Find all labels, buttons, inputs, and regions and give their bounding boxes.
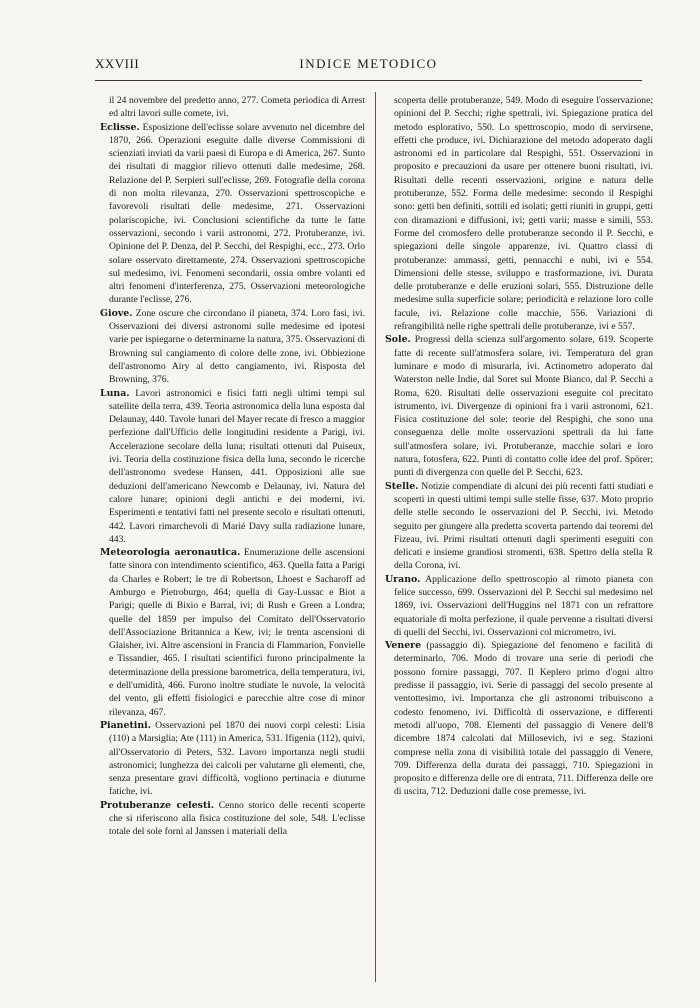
entry-heading: Sole. bbox=[385, 334, 411, 346]
page-number: XXVIII bbox=[95, 56, 140, 71]
entry-text: (passaggio di). Spiegazione del fenomeno e facilità di determinarlo, 706. Modo di trovare una serie di periodi che possono fornire passaggi, 707. Il Keplero primo d'ogni altro predisse il passaggio, ivi. Serie di passaggi del secolo presente al ventottesimo, ivi. Importanza che gli astronomi tribuiscono a codesto fenomeno, ivi. Difficoltà di osservazione, e differenti metodi all'uopo, 708. Elementi del passaggio di Venere dell'8 dicembre 1874 calcolati dal Millosevich, ivi e seg. Stazioni comprese nella zona di visibilità totale del passaggio di Venere, 709. Differenza della durata dei passaggi, 710. Spiegazioni in proposito e differenza delle ore di entrata, 711. Differenza delle ore di uscita, 712. Deduzioni dalle cose premesse, ivi. bbox=[394, 640, 653, 798]
index-entry bbox=[100, 799, 365, 839]
left-column bbox=[100, 94, 365, 989]
entry-text: Applicazione dello spettroscopio al rimoto pianeta con felice successo, 699. Osservazioni del P. Secchi sul medesimo nel 1869, ivi. Osservazioni dell'Huggins nel 1871 con un refrattore equatoriale di molta perfezione, il quale pervenne a risultati diversi di quelli del Secchi, ivi. Osservazioni col micrometro, ivi. bbox=[394, 573, 653, 638]
index-entry bbox=[385, 639, 653, 799]
entry-heading: Protuberanze celesti. bbox=[100, 799, 215, 811]
index-entry bbox=[100, 121, 365, 307]
entry-text: Lavori astronomici e fisici fatti negli ultimi tempi sul satellite della terra, 439. Teoria astronomica della luna esposta dal Delaunay, 440. Tavole lunari del Mayer recate di fresco a maggior perfezione dall'Ufficio delle longitudini residente a Parigi, ivi. Accelerazione secolare della luna; risultati ottenuti dal Puiseux, ivi. Teoria della costituzione fisica della luna, secondo le ricerche dell'astronomo svedese Hansen, 441. Opposizioni alle sue deduzioni dell'americano Newcomb e Delaunay, ivi. Natura del calore lunare; opinioni degli antichi e dei moderni, ivi. Esperimenti e tentativi fatti nel presente secolo e risultati ottenuti, 442. Lavori rimarchevoli di Marié Davy sulla radiazione lunare, 443. bbox=[109, 387, 365, 545]
continuation-text: scoperta delle protuberanze, 549. Modo di eseguire l'osservazione; opinioni del P. Secchi; righe spettrali, ivi. Spiegazione pratica del metodo esplorativo, 550. Lo spettroscopio, modo di servirsene, effetti che produce, ivi. Dichiarazione del metodo adoperato dagli astronomi ed in particolare dal Respighi, 551. Osservazioni in proposito e precauzioni da usare per ottenere buoni risultati, ivi. Risultati delle recenti osservazioni, origine e natura delle protuberanze, 552. Forma delle medesime: secondo il Respighi sono: getti ben definiti, sottili ed isolati; getti riuniti in gruppi, getti con diramazioni e diffusioni, ivi; getti varii; masse e simili, 553. Forme del cromosfero delle protuberanze secondo il P. Secchi, e spiegazioni delle singole apparenze, ivi. Quattro classi di protuberanze: ammassi, getti, pennacchi e nubi, ivi e 554. Dimensioni delle stesse, sviluppo e trasformazione, ivi. Durata delle protuberanze e delle eruzioni solari, 555. Distruzione delle medesime sulla superficie solare; periodicità e relazione loro colle facule, ivi. Relazione colle macchie, 556. Variazioni di refrangibilità nelle righe spettrali delle protuberanze, ivi e 557. bbox=[394, 95, 653, 333]
column-divider bbox=[375, 92, 376, 982]
entry-text: Enumerazione delle ascensioni fatte sinora con intendimento scientifico, 463. Quella fatta a Parigi da Charles e Robert; le tre di Robertson, Lhoest e Sacharoff ad Amburgo e Pietroburgo, 464; quella di Gay-Lussac e Biot a Parigi; quelle di Bixio e Barral, ivi; di Rush e Green a Londra; quelle del 1859 per impulso del Comitato dell'Osservatorio dell'Associazione Britannica a Kew, ivi; le trenta ascensioni di Glaisher, ivi. Altre ascensioni in Francia di Flammarion, Fonvielle e Tissandier, 465. I risultati scientifici furono principalmente la determinazione della pressione barometrica, della temperatura, ivi, e dell'umidità, 466. Furono inoltre studiate le nuvole, la velocità del vento, gli effetti fisiologici e parecchie altre cose di minor rilevanza, 467. bbox=[109, 547, 365, 718]
entry-heading: Giove. bbox=[100, 307, 133, 319]
right-column bbox=[385, 94, 653, 989]
entry-heading: Eclisse. bbox=[100, 121, 140, 133]
entry-heading: Venere bbox=[385, 640, 422, 652]
entry-text: Notizie compendiate di alcuni dei più recenti fatti studiati e scoperti in questi ultimi tempi sulle stelle fisse, 637. Moto proprio delle stelle secondo le osservazioni del P. Secchi, ivi. Metodo seguito per giungere alla predetta scoverta partendo dai teoremi del Fizeau, ivi. Primi risultati ottenuti dagli sperimenti eseguiti con delicati e insieme grandiosi stromenti, 638. Spettro della stella R della Corona, ivi. bbox=[394, 480, 653, 572]
index-entry bbox=[385, 333, 653, 479]
index-entry bbox=[100, 719, 365, 799]
running-title: INDICE METODICO bbox=[299, 56, 438, 71]
entry-text: Progressi della scienza sull'argomento solare, 619. Scoperte fatte di recente sull'atmosfera solare, ivi. Temperatura del gran luminare e modo di misurarla, ivi. Actinometro adoperato dal Waterston nelle Indie, dal Soret sul Monte Bianco, dal P. Secchi a Roma, 620. Risultati delle osservazioni eseguite col precitato istrumento, ivi. Divergenze di opinioni fra i varii astronomi, 621. Fisica costituzione del sole: teorie del Respighi, che sono una conseguenza delle molte osservazioni spettrali da lui fatte sull'atmosfera solare, ivi. Protuberanze, macchie solari e loro natura, fotosfera, 622. Punti di contatto colle idee del prof. Spörer; punti di divergenza con quelle del P. Secchi, 623. bbox=[394, 334, 653, 479]
page-header bbox=[95, 56, 642, 74]
entry-heading: Luna. bbox=[100, 387, 130, 399]
entry-text: Osservazioni pel 1870 dei nuovi corpi celesti: Lisia (110) a Marsiglia; Ate (111) in America, 531. Ifigenia (112), quivi, all'Osservatorio di Peters, 532. Lavoro importanza negli studii astronomici; lunghezza dei calcoli per valutarne gli elementi, che, senza presentare gravi difficoltà, vogliono pertinacia e diuturne fatiche, ivi. bbox=[109, 719, 365, 798]
index-entry bbox=[385, 573, 653, 639]
entry-heading: Meteorologia aeronautica. bbox=[100, 547, 241, 559]
entry-text: Zone oscure che circondano il pianeta, 374. Loro fasi, ivi. Osservazioni dei diversi astronomi sulle medesime ed ipotesi varie per ispiegarne o determinarne la natura, 375. Osservazioni di Browning sul cangiamento di colore delle zone, ivi. Obbiezione dell'astronomo Airy al detto cangiamento, ivi. Risposta del Browning, 376. bbox=[109, 307, 365, 386]
entry-heading: Pianetini. bbox=[100, 719, 151, 731]
index-entry bbox=[100, 546, 365, 719]
entry-heading: Stelle. bbox=[385, 480, 419, 492]
index-entry bbox=[385, 480, 653, 573]
header-rule bbox=[95, 80, 642, 81]
entry-text: Esposizione dell'eclisse solare avvenuto nel dicembre del 1870, 266. Operazioni eseguite dalle diverse Commissioni di scienziati inviati da varii paesi di Europa e di America, 267. Sunto dei risultati di maggior rilievo ottenuti dalle medesime, 268. Relazione del P. Serpieri sull'eclisse, 269. Fotografie della corona di non molta rilevanza, 270. Osservazioni spettroscopiche e favorevoli risultati delle medesime, 271. Osservazioni polariscopiche, ivi. Conclusioni scientifiche da tutte le fatte osservazioni, secondo i varii astronomi, 272. Protuberanze, ivi. Opinione del P. Denza, del P. Secchi, del Respighi, ecc., 273. Orlo solare osservato direttamente, 274. Osservazioni spettroscopiche sul medesimo, ivi. Fenomeni secondarii, ossia ombre volanti ed altri fenomeni d'interferenza, 275. Osservazioni meteorologiche durante l'eclisse, 276. bbox=[109, 121, 365, 306]
entry-heading: Urano. bbox=[385, 573, 421, 585]
index-entry bbox=[100, 307, 365, 387]
index-entry bbox=[100, 387, 365, 547]
entry-text: Cenno storico delle recenti scoperte che si riferiscono alla fisica costituzione del sole, 548. L'eclisse totale del sole fornì al Janssen i materiali della bbox=[109, 799, 365, 838]
continuation-text: il 24 novembre del predetto anno, 277. Cometa periodica di Arrest ed altri lavori sulle comete, ivi. bbox=[109, 95, 365, 120]
